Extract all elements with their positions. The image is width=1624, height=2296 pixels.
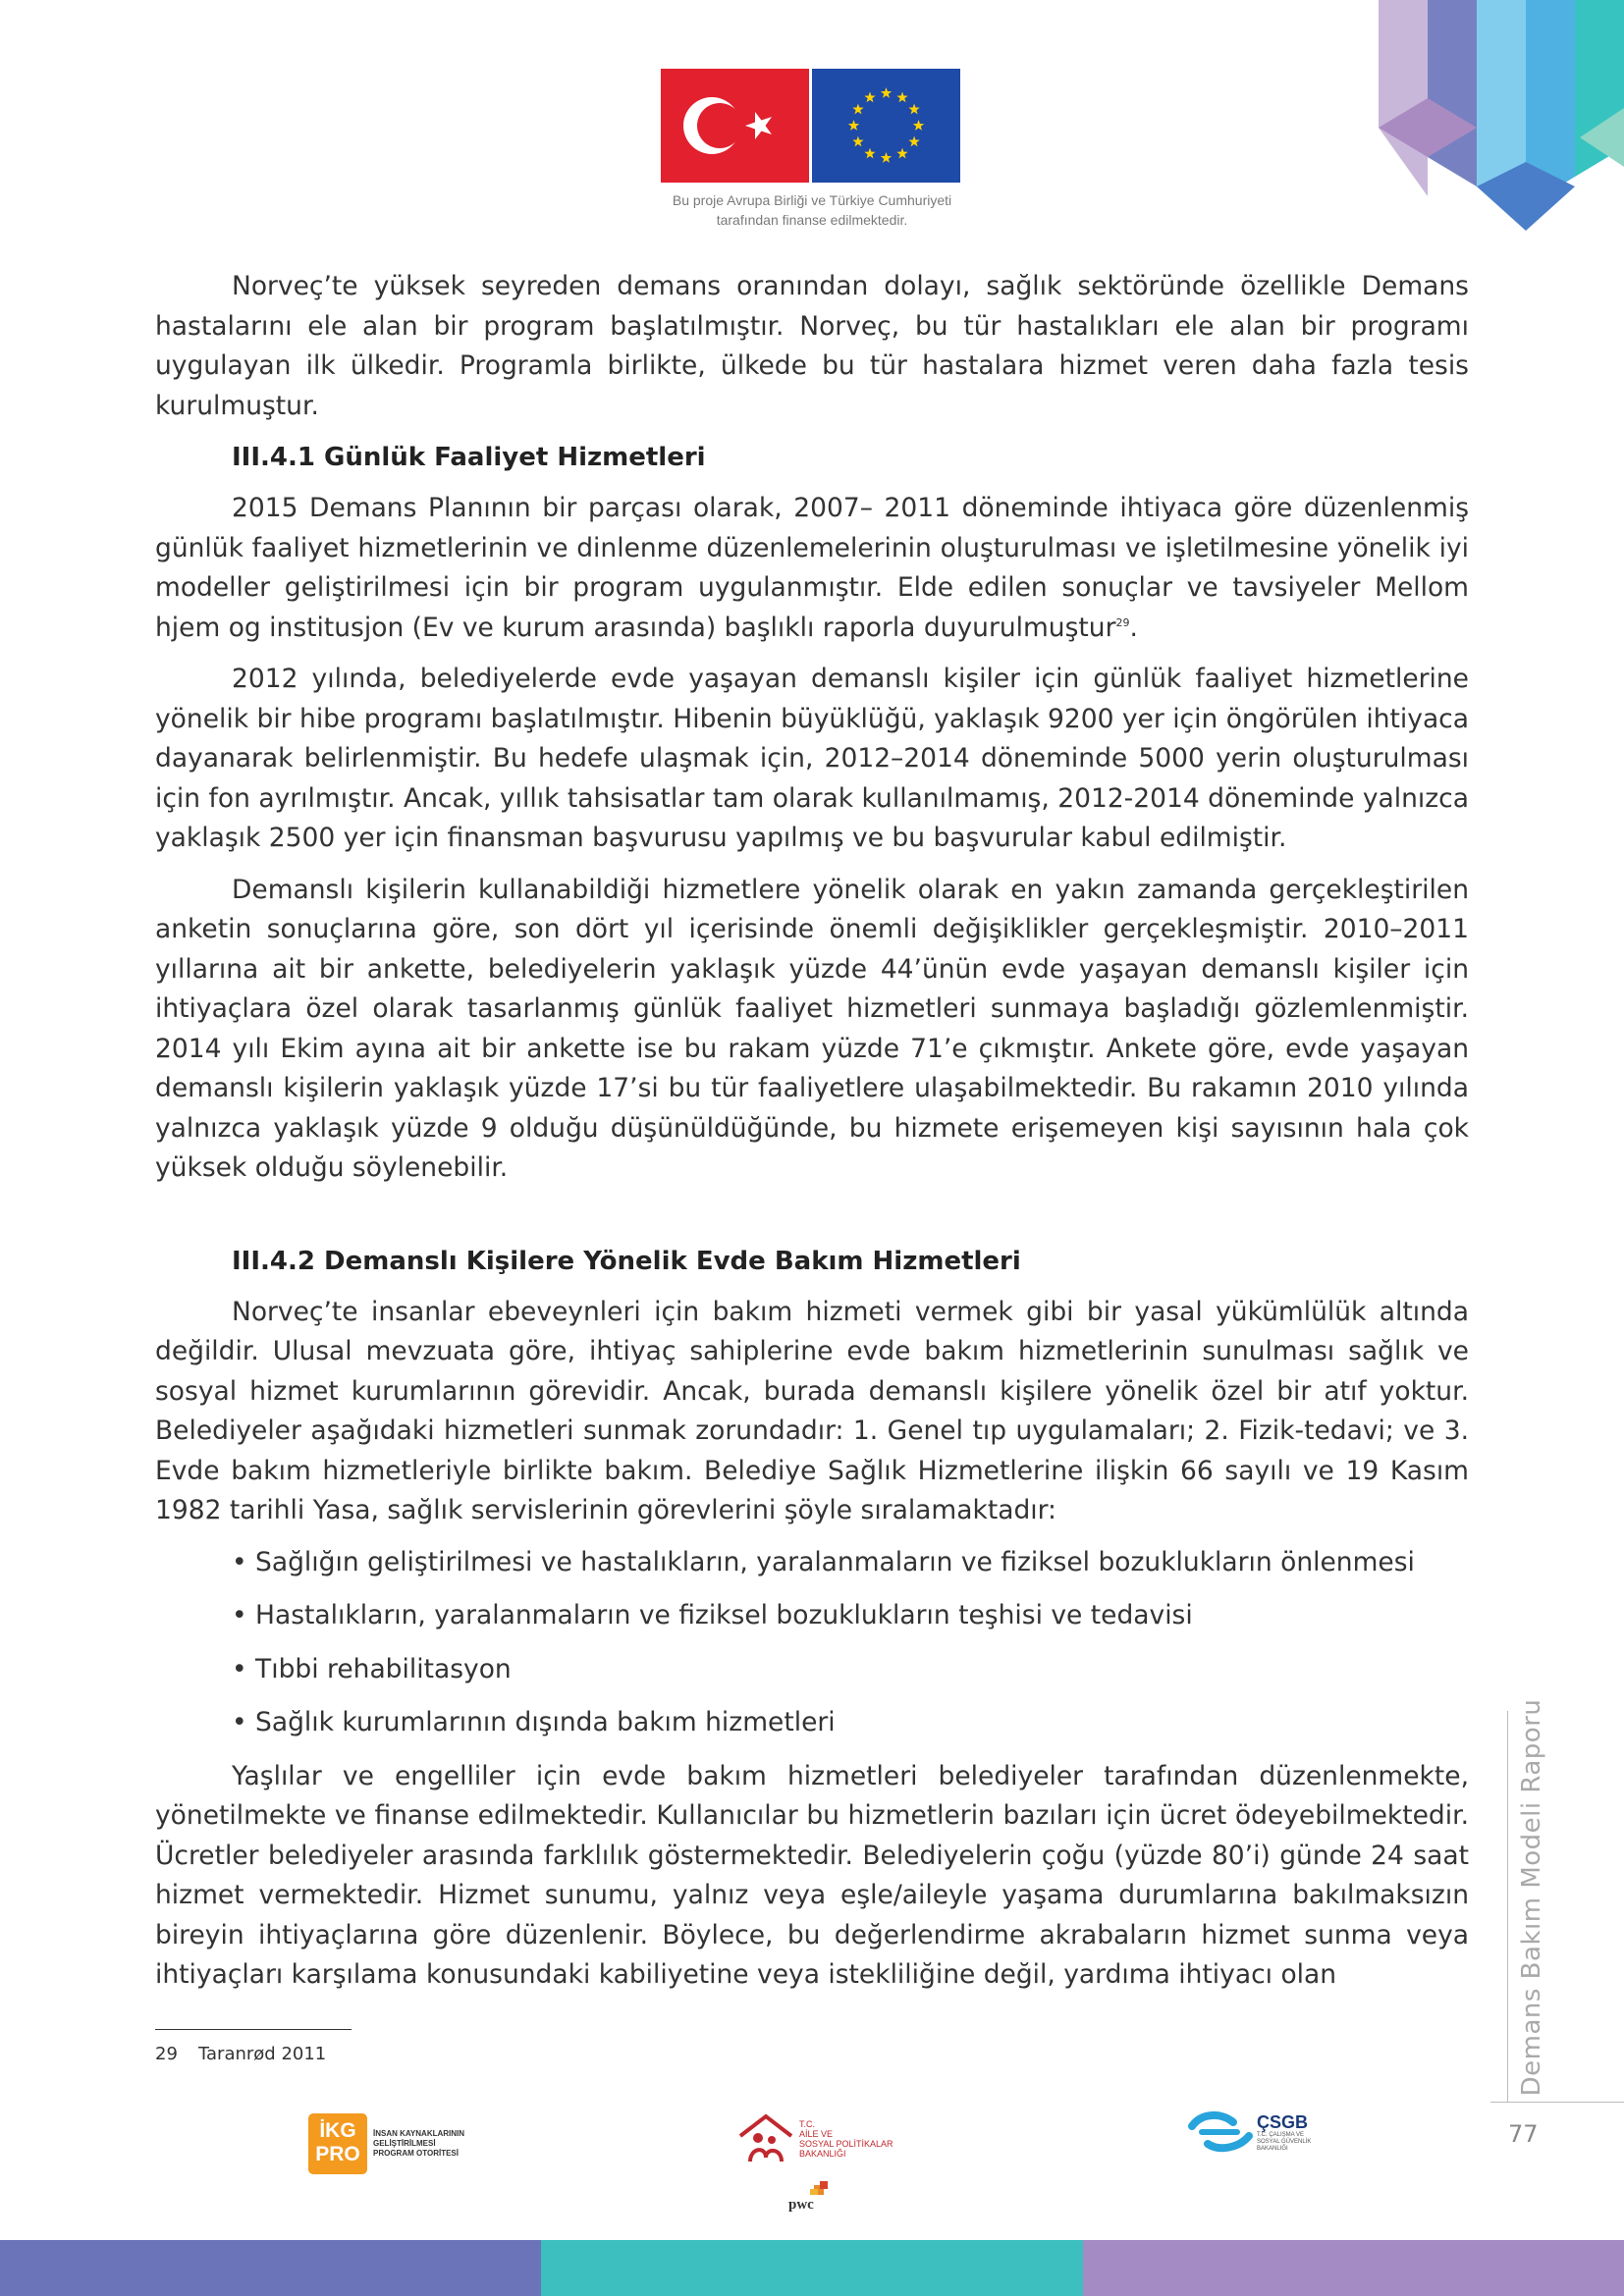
ikg-text-line: PROGRAM OTORİTESİ <box>373 2149 459 2158</box>
paragraph: Norveç’te insanlar ebeveynleri için bakım hizmeti vermek gibi bir yasal yükümlülük altında değildir. Ulusal mevzuata göre, ihtiyaç sahiplerine evde bakım hizmetlerinin sunulması sağlık ve sosyal hizmet kurumlarının görevidir. Ancak, burada demanslı kişilere yönelik özel bir atıf yoktur. Belediyeler aşağıdaki hizmetleri sunmak zorundadır: 1. Genel tıp uygulamaları; 2. Fizik-tedavi; ve 3. Evde bakım hizmetleriyle birlikte bakım. Belediye Sağlık Hizmetlerine ilişkin 66 sayılı ve 19 Kasım 1982 tarihli Yasa, sağlık servislerinin görevlerini şöyle sıralamaktadır: <box>155 1296 1469 1525</box>
eu-star-icon <box>852 136 863 147</box>
list-item: • Hastalıkların, yaralanmaların ve fiziksel bozuklukların teşhisi ve tedavisi <box>232 1600 1193 1630</box>
footnote-number: 29 <box>155 2044 178 2064</box>
list-item: • Sağlık kurumlarının dışında bakım hizmetleri <box>232 1707 836 1737</box>
list-item: • Sağlığın geliştirilmesi ve hastalıkların, yaralanmaların ve fiziksel bozuklukların önlenmesi <box>232 1546 1415 1577</box>
ikg-mark-bottom: PRO <box>315 2143 360 2165</box>
family-house-icon <box>736 2110 795 2167</box>
pwc-mark-icon <box>808 2181 830 2195</box>
funding-line-2: tarafından finanse edilmektedir. <box>716 212 908 228</box>
side-divider <box>1507 1711 1508 2102</box>
aile-bakanligi-logo <box>736 2110 893 2167</box>
paragraph: 2012 yılında, belediyelerde evde yaşayan demanslı kişiler için günlük faaliyet hizmetlerine yönelik bir hibe programı başlatılmıştır. Hibenin büyüklüğü, yaklaşık 9200 yer için öngörülen ihtiyaca dayanarak belirlenmiştir. Bu hedefe ulaşmak için, 2012–2014 döneminde 5000 yerin oluşturulması için fon ayrılmıştır. Ancak, yıllık tahsisatlar tam olarak kullanılmamış, 2012-2014 döneminde yalnızca yaklaşık 2500 yer için finansman başvurusu yapılmış ve bu başvurular kabul edilmiştir. <box>155 664 1469 853</box>
eu-star-icon <box>852 104 863 115</box>
eu-star-icon <box>908 104 919 115</box>
eu-star-icon <box>896 148 907 159</box>
csgb-sub-line: T.C. ÇALIŞMA VE <box>1257 2131 1305 2138</box>
turkey-flag-icon <box>661 69 809 183</box>
footer-bar-segment-middle <box>541 2240 1082 2296</box>
paragraph <box>155 489 1469 648</box>
bullet-list <box>155 1543 1469 1743</box>
aile-text-line: AİLE VE <box>799 2129 834 2139</box>
eu-star-icon <box>848 120 859 131</box>
funding-flags <box>661 69 961 183</box>
footer-bar-segment-left <box>0 2240 541 2296</box>
aile-text-line: BAKANLIĞI <box>799 2149 846 2159</box>
eu-star-icon <box>908 136 919 147</box>
ikg-pro-text <box>373 2129 464 2159</box>
report-title-text: Demans Bakım Modeli Raporu <box>1517 1698 1546 2096</box>
ikg-text-line: İNSAN KAYNAKLARININ <box>373 2129 465 2138</box>
ikg-pro-mark-icon <box>308 2113 367 2174</box>
footnote-text: Taranrød 2011 <box>198 2044 327 2064</box>
eu-star-icon <box>913 120 924 131</box>
csgb-text <box>1257 2112 1311 2153</box>
footnote-reference[interactable]: 29 <box>1115 615 1130 629</box>
paragraph: Norveç’te yüksek seyreden demans oranından dolayı, sağlık sektöründe özellikle Demans hastalarını ele alan bir program başlatılmıştır. Norveç, bu tür hastalıkları ele alan bir programı uygulayan ilk ülkedir. Programla birlikte, ülkede bu tür hastalara hizmet veren daha fazla tesis kurulmuştur. <box>155 271 1469 421</box>
csgb-name: ÇSGB <box>1257 2111 1309 2132</box>
funding-statement <box>589 190 1035 230</box>
csgb-mark-icon <box>1188 2110 1253 2154</box>
paragraph-text: 2015 Demans Planının bir parçası olarak, 2007– 2011 döneminde ihtiyaca göre düzenlenmiş günlük faaliyet hizmetlerinin ve dinlenme düzenlemelerinin oluşturulması ve işletilmesine yönelik iyi modeller geliştirilmesi için bir program uygulanmıştır. Elde edilen sonuçlar ve tavsiyeler Mellom hjem og institusjon (Ev ve kurum arasında) başlıklı raporla duyurulmuştur <box>155 493 1469 643</box>
eu-star-icon <box>896 91 907 102</box>
csgb-logo <box>1188 2110 1311 2154</box>
pwc-text: pwc <box>788 2197 814 2213</box>
footer-color-bar <box>0 2240 1624 2296</box>
page-number: 77 <box>1508 2120 1539 2148</box>
main-content <box>155 267 1469 2007</box>
ikg-pro-logo <box>308 2113 464 2174</box>
list-item: • Tıbbi rehabilitasyon <box>232 1653 512 1684</box>
csgb-sub-line: BAKANLIĞI <box>1257 2145 1288 2152</box>
csgb-sub-line: SOSYAL GÜVENLİK <box>1257 2138 1312 2145</box>
corner-decoration-icon <box>1379 0 1624 236</box>
paragraph: Demanslı kişilerin kullanabildiği hizmetlere yönelik olarak en yakın zamanda gerçekleştirilen anketin sonuçlarına göre, son dört yıl içerisinde önemli değişiklikler gerçekleşmiştir. 2010–2011 yıllarına ait bir ankette, belediyelerin yaklaşık yüzde 44’ünün evde yaşayan demanslı kişiler için ihtiyaçlara özel olarak tasarlanmış günlük faaliyet hizmetleri sunmaya başladığı gözlemlenmiştir. 2014 yılı Ekim ayına ait bir ankette ise bu rakam yüzde 71’e çıkmıştır. Ankete göre, evde yaşayan demanslı kişilerin yaklaşık yüzde 17’si bu tür faaliyetlere ulaşabilmektedir. Bu rakamın 2010 yılında yalnızca yaklaşık yüzde 9 olduğu düşünüldüğünde, bu hizmete erişemeyen kişi sayısının hala çok yüksek olduğu söylenebilir. <box>155 874 1469 1183</box>
ikg-text-line: GELİŞTİRİLMESİ <box>373 2139 436 2148</box>
eu-star-icon <box>881 152 892 163</box>
ikg-mark-top: İKG <box>319 2119 356 2142</box>
paragraph-end: . <box>1129 612 1138 643</box>
eu-flag-icon <box>812 69 960 183</box>
funding-line-1: Bu proje Avrupa Birliği ve Türkiye Cumhuriyeti <box>672 192 952 208</box>
section-heading: III.4.1 Günlük Faaliyet Hizmetleri <box>232 443 706 472</box>
section-heading: III.4.2 Demanslı Kişilere Yönelik Evde Bakım Hizmetleri <box>232 1246 1021 1276</box>
eu-star-icon <box>881 87 892 98</box>
footnote <box>155 2042 326 2067</box>
pwc-logo <box>788 2197 814 2214</box>
eu-star-icon <box>864 91 875 102</box>
eu-star-icon <box>864 148 875 159</box>
aile-text-line: SOSYAL POLİTİKALAR <box>799 2139 893 2149</box>
footer-bar-segment-right <box>1083 2240 1624 2296</box>
page-number-divider <box>1490 2102 1624 2103</box>
report-title-vertical <box>1510 1698 1553 2096</box>
aile-text-line: T.C. <box>799 2119 816 2129</box>
aile-bakanligi-text <box>799 2119 893 2159</box>
footnote-divider <box>155 2029 352 2030</box>
paragraph: Yaşlılar ve engelliler için evde bakım hizmetleri belediyeler tarafından düzenlenmekte, yönetilmekte ve finanse edilmektedir. Kullanıcılar bu hizmetlerin bazıları için ücret ödeyebilmektedir. Ücretler belediyeler arasında farklılık göstermektedir. Belediyelerin çoğu (yüzde 80’i) günde 24 saat hizmet vermektedir. Hizmet sunumu, yalnız veya eşle/aileyle yaşama durumlarına bakılmaksızın bireyin ihtiyaçlarına göre düzenlenir. Böylece, bu değerlendirme akrabaların hizmet sunma veya ihtiyaçları karşılama konusundaki kabiliyetine veya istekliliğine değil, yardıma ihtiyacı olan <box>155 1760 1469 1990</box>
